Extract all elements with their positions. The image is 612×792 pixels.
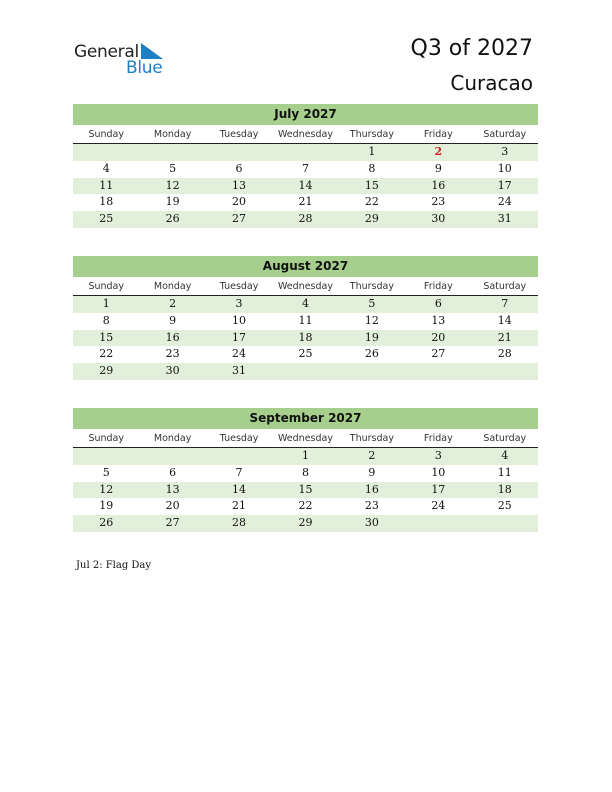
day-cell: 25 (497, 499, 512, 513)
day-cell: 14 (497, 313, 512, 327)
day-cell (73, 144, 139, 161)
page-title: Q3 of 2027 (410, 36, 533, 61)
day-cell: 21 (298, 195, 313, 209)
day-cell: 10 (497, 161, 512, 175)
day-cell: 30 (364, 516, 379, 530)
day-cell: 2 (368, 449, 376, 462)
month-calendar-august (73, 256, 538, 380)
day-cell: 12 (99, 482, 114, 496)
holiday-notes (76, 560, 151, 571)
day-cell: 20 (165, 499, 180, 513)
day-cell: 7 (301, 161, 309, 175)
logo-text-blue: Blue (126, 58, 163, 78)
day-cell: 16 (364, 482, 379, 496)
day-cell: 18 (298, 330, 313, 344)
week-row (73, 448, 538, 465)
day-cell (472, 363, 538, 380)
weekday-label: Friday (423, 129, 453, 140)
day-cell: 17 (497, 178, 512, 192)
weekday-label: Sunday (88, 433, 124, 444)
week-row (73, 330, 538, 347)
day-cell: 22 (364, 195, 379, 209)
weekday-label: Friday (423, 281, 453, 292)
day-cell: 30 (431, 212, 446, 226)
month-calendar-july (73, 104, 538, 228)
weekday-label: Tuesday (219, 433, 259, 444)
day-cell: 24 (232, 347, 247, 361)
day-cell: 18 (99, 195, 114, 209)
week-row (73, 363, 538, 380)
week-row (73, 296, 538, 313)
month-title: August 2027 (73, 256, 538, 277)
weekday-label: Sunday (88, 281, 124, 292)
day-cell (405, 515, 471, 532)
day-cell: 9 (169, 313, 177, 327)
weekday-label: Tuesday (219, 281, 259, 292)
page-subtitle: Curacao (450, 71, 533, 95)
day-cell: 1 (301, 449, 309, 462)
day-cell: 13 (431, 313, 446, 327)
weekday-label: Saturday (483, 129, 527, 140)
day-cell: 13 (232, 178, 247, 192)
day-cell: 8 (301, 465, 309, 479)
day-cell: 2 (434, 145, 443, 158)
day-cell (73, 448, 139, 465)
week-row (73, 482, 538, 499)
day-cell (339, 363, 405, 380)
day-cell: 15 (298, 482, 313, 496)
day-cell: 6 (235, 161, 243, 175)
day-cell: 2 (169, 297, 177, 310)
day-cell: 7 (501, 297, 509, 310)
day-cell: 30 (165, 364, 180, 378)
day-cell: 6 (169, 465, 177, 479)
day-cell: 31 (232, 364, 247, 378)
weekday-label: Wednesday (277, 281, 333, 292)
week-row (73, 211, 538, 228)
day-cell: 31 (497, 212, 512, 226)
day-cell: 17 (431, 482, 446, 496)
day-cell: 11 (298, 313, 313, 327)
day-cell: 29 (364, 212, 379, 226)
day-cell: 26 (364, 347, 379, 361)
day-cell (206, 448, 272, 465)
month-title: July 2027 (73, 104, 538, 125)
day-cell: 7 (235, 465, 243, 479)
day-cell: 6 (434, 297, 442, 310)
weekday-label: Saturday (483, 281, 527, 292)
day-cell: 8 (102, 313, 110, 327)
day-cell: 19 (364, 330, 379, 344)
weekday-label: Sunday (88, 129, 124, 140)
week-row (73, 515, 538, 532)
day-cell: 11 (497, 465, 512, 479)
day-cell: 24 (497, 195, 512, 209)
day-cell: 26 (99, 516, 114, 530)
day-cell: 3 (501, 145, 509, 158)
day-cell: 5 (102, 465, 110, 479)
day-cell: 3 (434, 449, 442, 462)
day-cell: 9 (368, 465, 376, 479)
day-cell: 27 (232, 212, 247, 226)
weekday-header-row (73, 431, 538, 448)
day-cell (405, 363, 471, 380)
week-row (73, 178, 538, 195)
weekday-header-row (73, 127, 538, 144)
day-cell: 4 (501, 449, 509, 462)
day-cell: 25 (298, 347, 313, 361)
week-row (73, 161, 538, 178)
week-row (73, 194, 538, 211)
day-cell: 13 (165, 482, 180, 496)
day-cell: 22 (298, 499, 313, 513)
weekday-label: Thursday (349, 129, 394, 140)
week-row (73, 465, 538, 482)
day-cell: 5 (169, 161, 177, 175)
weekday-label: Tuesday (219, 129, 259, 140)
day-cell (139, 144, 205, 161)
day-cell: 16 (431, 178, 446, 192)
weekday-label: Monday (153, 129, 192, 140)
logo-triangle-icon (141, 43, 163, 59)
day-cell: 24 (431, 499, 446, 513)
weekday-label: Friday (423, 433, 453, 444)
day-cell: 9 (434, 161, 442, 175)
day-cell: 1 (102, 297, 110, 310)
day-cell: 15 (99, 330, 114, 344)
weekday-label: Wednesday (277, 129, 333, 140)
day-cell: 4 (301, 297, 309, 310)
day-cell: 26 (165, 212, 180, 226)
day-cell: 5 (368, 297, 376, 310)
weekday-label: Thursday (349, 281, 394, 292)
day-cell: 29 (99, 364, 114, 378)
day-cell: 10 (232, 313, 247, 327)
month-title: September 2027 (73, 408, 538, 429)
day-cell: 16 (165, 330, 180, 344)
day-cell: 19 (165, 195, 180, 209)
day-cell: 10 (431, 465, 446, 479)
day-cell (272, 144, 338, 161)
day-cell: 12 (364, 313, 379, 327)
day-cell: 14 (232, 482, 247, 496)
day-cell: 14 (298, 178, 313, 192)
day-cell: 17 (232, 330, 247, 344)
day-cell: 4 (102, 161, 110, 175)
day-cell: 19 (99, 499, 114, 513)
day-cell: 21 (232, 499, 247, 513)
day-cell: 22 (99, 347, 114, 361)
week-row (73, 498, 538, 515)
weekday-label: Thursday (349, 433, 394, 444)
day-cell: 12 (165, 178, 180, 192)
day-cell: 27 (431, 347, 446, 361)
holiday-note: Jul 2: Flag Day (76, 560, 152, 571)
day-cell: 28 (232, 516, 247, 530)
day-cell: 20 (232, 195, 247, 209)
day-cell: 3 (235, 297, 243, 310)
day-cell (139, 448, 205, 465)
day-cell: 21 (497, 330, 512, 344)
day-cell: 20 (431, 330, 446, 344)
weekday-label: Monday (153, 281, 192, 292)
day-cell: 18 (497, 482, 512, 496)
day-cell: 23 (364, 499, 379, 513)
logo (74, 42, 174, 78)
day-cell: 1 (368, 145, 376, 158)
day-cell: 11 (99, 178, 114, 192)
day-cell: 28 (298, 212, 313, 226)
day-cell: 23 (165, 347, 180, 361)
day-cell: 8 (368, 161, 376, 175)
week-row (73, 346, 538, 363)
week-row (73, 144, 538, 161)
week-row (73, 313, 538, 330)
weekday-header-row (73, 279, 538, 296)
weekday-label: Saturday (483, 433, 527, 444)
day-cell: 27 (165, 516, 180, 530)
day-cell (206, 144, 272, 161)
month-calendar-september (73, 408, 538, 532)
day-cell: 28 (497, 347, 512, 361)
day-cell: 15 (364, 178, 379, 192)
day-cell: 29 (298, 516, 313, 530)
logo-text-general: General (74, 42, 139, 62)
weekday-label: Monday (153, 433, 192, 444)
day-cell (272, 363, 338, 380)
weekday-label: Wednesday (277, 433, 333, 444)
day-cell (472, 515, 538, 532)
day-cell: 23 (431, 195, 446, 209)
day-cell: 25 (99, 212, 114, 226)
